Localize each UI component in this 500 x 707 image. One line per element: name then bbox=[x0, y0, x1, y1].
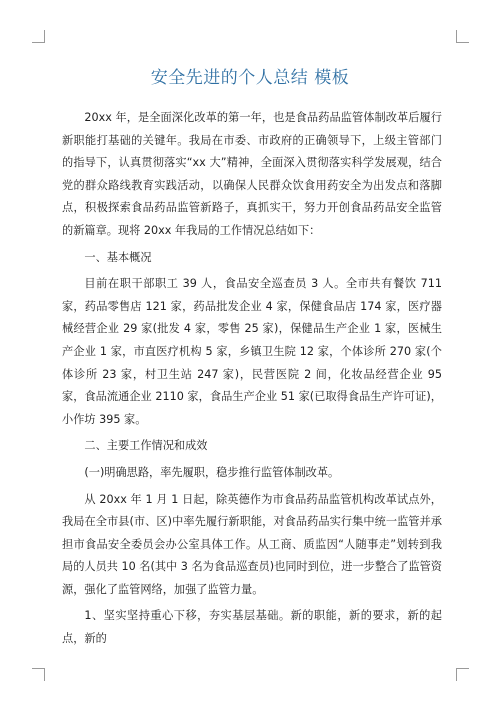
paragraph-grassroots: 1、坚实坚持重心下移，夯实基层基础。新的职能，新的要求，新的起点，新的 bbox=[62, 609, 442, 646]
document-body bbox=[62, 107, 442, 655]
document-title: 安全先进的个人总结 模板 bbox=[150, 68, 350, 88]
section-heading-overview: 一、基本概况 bbox=[84, 250, 152, 264]
paragraph-intro: 20xx 年，是全面深化改革的第一年，也是食品药品监管体制改革后履行新职能打基础的关键年。我局在市委、市政府的正确领导下，上级主管部门的指导下，认真贯彻落实“xx 大”精神，全面深入贯彻落实科学发展观，结合党的群众路线教育实践活动，以确保人民群众饮食用药安全为出发点和落脚点，积极探索食品药品监管新路子，真抓实干，努力开创食品药品安全监管的新篇章。现将 20xx 年我局的工作情况总结如下： bbox=[62, 111, 442, 237]
crop-mark-bottom-left bbox=[32, 668, 45, 681]
subsection-heading-reform: (一)明确思路，率先履职，稳步推行监管体制改革。 bbox=[84, 465, 340, 479]
paragraph-overview: 目前在职干部职工 39 人，食品安全巡查员 3 人。全市共有餐饮 711 家，药品零售店 121 家，药品批发企业 4 家，保健食品店 174 家，医疗器械经营企业 29 家(批发 4 家，零售 25 家)，保健品生产企业 1 家，医械生产企业 1 家，市直医疗机构 5 家，乡镇卫生院 12 家，个体诊所 270 家(个体诊所 23 家，村卫生站 247 家)，民营医院 2 间，化妆品经营企业 95 家，食品流通企业 2110 家，食品生产企业 51 家(已取得食品生产许可证)，小作坊 395 家。 bbox=[62, 277, 442, 426]
crop-mark-bottom-right bbox=[456, 668, 469, 681]
crop-mark-top-left bbox=[32, 30, 45, 43]
section-heading-main-work: 二、主要工作情况和成效 bbox=[84, 439, 208, 453]
paragraph-reform: 从 20xx 年 1 月 1 日起，除英德作为市食品药品监管机构改革试点外，我局在全市县(市、区)中率先履行新职能，对食品药品实行集中统一监管并承担市食品安全委员会办公室具体工作。从工商、质监因“人随事走”划转到我局的人员共 10 名(其中 3 名为食品巡查员)也同时到位，进一步整合了监管资源，强化了监管网络，加强了监管力量。 bbox=[62, 492, 442, 596]
crop-mark-top-right bbox=[456, 30, 469, 43]
